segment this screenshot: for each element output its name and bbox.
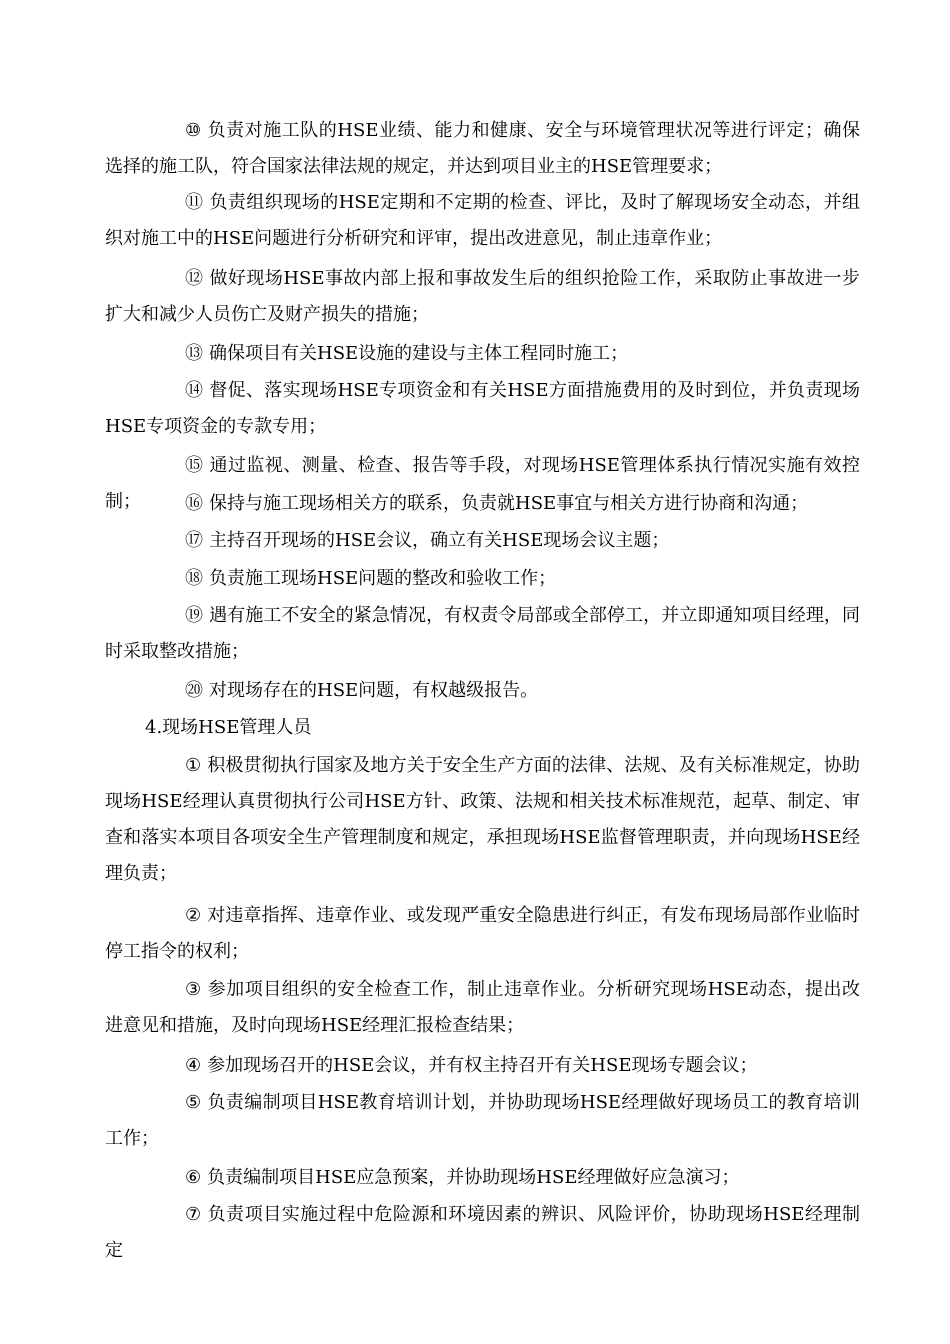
paragraph	[105, 972, 860, 1044]
paragraph	[105, 373, 860, 445]
paragraph-text: 负责对施工队的HSE业绩、能力和健康、安全与环境管理状况等进行评定；确保选择的施工队，符合国家法律法规的规定，并达到项目业主的HSE管理要求；	[105, 120, 860, 177]
item-number: ⑥	[185, 1167, 202, 1188]
paragraph-text: 遇有施工不安全的紧急情况，有权责令局部或全部停工，并立即通知项目经理，同时采取整改措施；	[105, 605, 860, 662]
item-number: ⑪	[185, 192, 203, 213]
paragraph	[105, 486, 860, 522]
paragraph	[105, 748, 860, 892]
item-number: ⑭	[185, 380, 203, 401]
paragraph-text: 负责项目实施过程中危险源和环境因素的辨识、风险评价，协助现场HSE经理制定	[105, 1204, 860, 1261]
item-number: ⑦	[185, 1204, 202, 1225]
heading-text: 4.现场HSE管理人员	[145, 717, 312, 738]
paragraph	[105, 1197, 860, 1269]
item-number: ⑰	[185, 530, 203, 551]
item-number: ⑩	[185, 120, 202, 141]
paragraph	[105, 261, 860, 333]
item-number: ⑲	[185, 605, 203, 626]
paragraph	[105, 1160, 860, 1196]
item-number: ⑱	[185, 568, 203, 589]
paragraph	[105, 898, 860, 970]
paragraph-text: 保持与施工现场相关方的联系，负责就HSE事宜与相关方进行协商和沟通；	[209, 493, 809, 514]
item-number: ⑫	[185, 268, 203, 289]
paragraph	[105, 185, 860, 257]
paragraph-text: 负责编制项目HSE应急预案，并协助现场HSE经理做好应急演习；	[207, 1167, 740, 1188]
section-heading	[105, 710, 860, 746]
paragraph	[105, 523, 860, 559]
item-number: ④	[185, 1055, 202, 1076]
item-number: ①	[185, 755, 202, 776]
paragraph	[105, 598, 860, 670]
item-number: ⑤	[185, 1092, 202, 1113]
paragraph-text: 对违章指挥、违章作业、或发现严重安全隐患进行纠正，有发布现场局部作业临时停工指令的权利；	[105, 905, 860, 962]
paragraph	[105, 336, 860, 372]
paragraph-text: 对现场存在的HSE问题，有权越级报告。	[209, 680, 539, 701]
item-number: ⑯	[185, 493, 203, 514]
item-number: ⑬	[185, 343, 203, 364]
paragraph-text: 通过监视、测量、检查、报告等手段，对现场HSE管理体系执行情况实施有效控制；	[105, 455, 860, 512]
paragraph	[105, 673, 860, 709]
paragraph	[105, 561, 860, 597]
paragraph-text: 督促、落实现场HSE专项资金和有关HSE方面措施费用的及时到位，并负责现场HSE专项资金的专款专用；	[105, 380, 860, 437]
paragraph	[105, 1085, 860, 1157]
item-number: ③	[185, 979, 202, 1000]
paragraph-text: 积极贯彻执行国家及地方关于安全生产方面的法律、法规、及有关标准规定，协助现场HSE经理认真贯彻执行公司HSE方针、政策、法规和相关技术标准规范，起草、制定、审查和落实本项目各项安全生产管理制度和规定，承担现场HSE监督管理职责，并向现场HSE经理负责；	[105, 755, 860, 884]
paragraph-text: 主持召开现场的HSE会议，确立有关HSE现场会议主题；	[209, 530, 670, 551]
paragraph-text: 参加现场召开的HSE会议，并有权主持召开有关HSE现场专题会议；	[207, 1055, 758, 1076]
paragraph	[105, 1048, 860, 1084]
paragraph-text: 负责施工现场HSE问题的整改和验收工作；	[209, 568, 557, 589]
item-number: ⑮	[185, 455, 203, 476]
paragraph-text: 负责组织现场的HSE定期和不定期的检查、评比，及时了解现场安全动态，并组织对施工中的HSE问题进行分析研究和评审，提出改进意见，制止违章作业；	[105, 192, 860, 249]
item-number: ⑳	[185, 680, 203, 701]
paragraph-text: 负责编制项目HSE教育培训计划，并协助现场HSE经理做好现场员工的教育培训工作；	[105, 1092, 860, 1149]
paragraph-text: 做好现场HSE事故内部上报和事故发生后的组织抢险工作，采取防止事故进一步扩大和减少人员伤亡及财产损失的措施；	[105, 268, 860, 325]
paragraph-text: 确保项目有关HSE设施的建设与主体工程同时施工；	[209, 343, 629, 364]
paragraph	[105, 113, 860, 185]
item-number: ②	[185, 905, 202, 926]
paragraph-text: 参加项目组织的安全检查工作，制止违章作业。分析研究现场HSE动态，提出改进意见和措施，及时向现场HSE经理汇报检查结果；	[105, 979, 860, 1036]
